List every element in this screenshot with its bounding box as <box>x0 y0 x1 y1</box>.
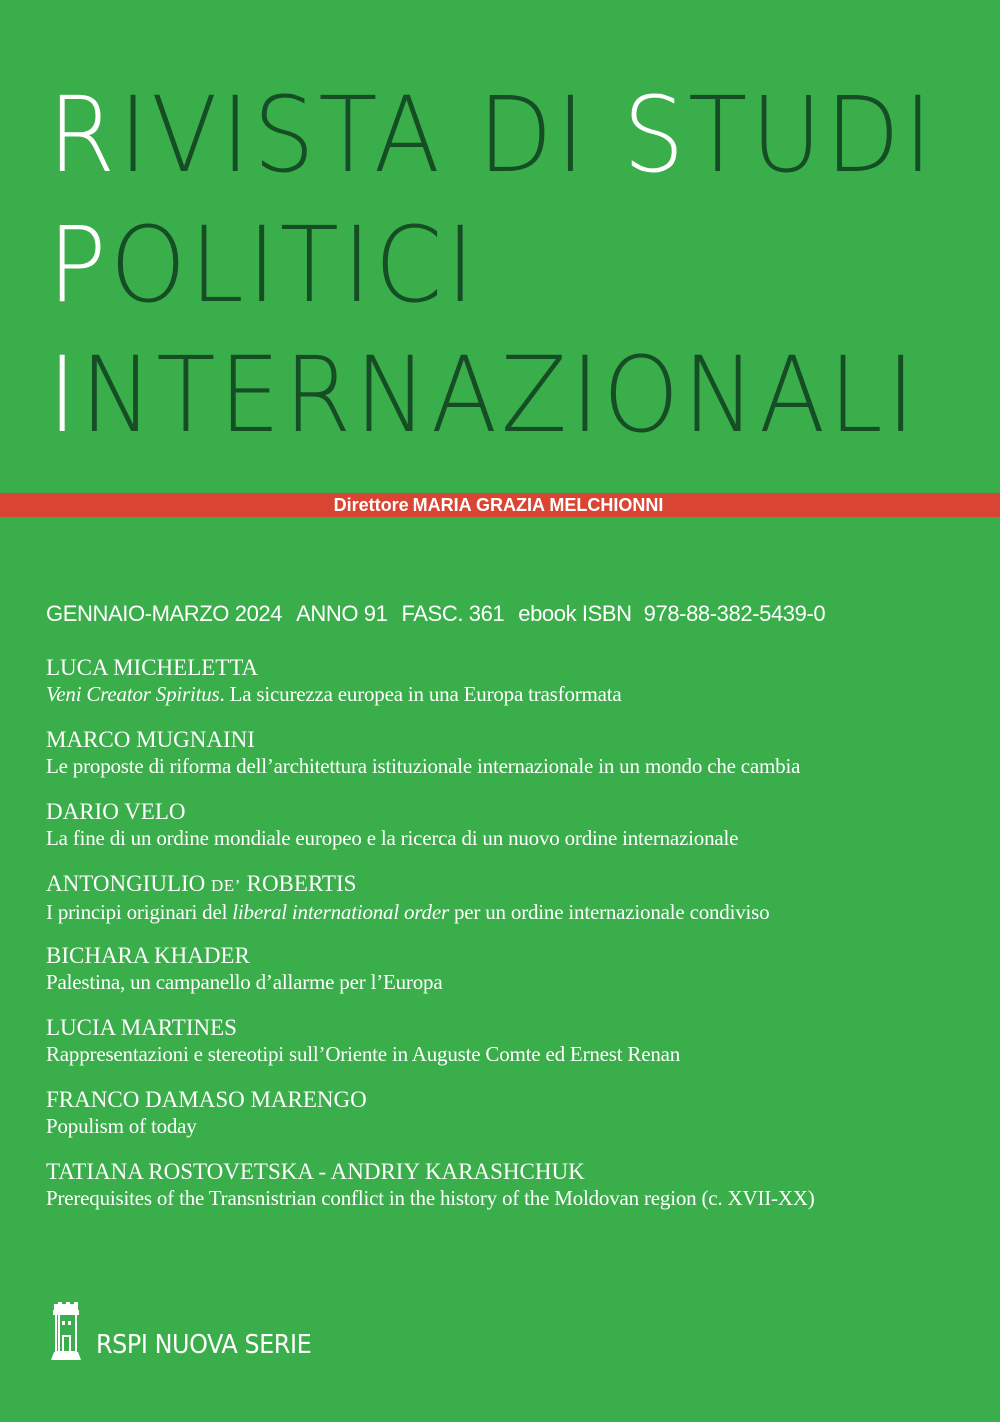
title-initial-i: I <box>48 334 81 456</box>
toc-title-italic: liberal international order <box>232 900 449 924</box>
issue-period: GENNAIO-MARZO 2024 <box>46 601 283 626</box>
issue-info <box>46 600 825 628</box>
toc-author: FRANCO DAMASO MARENGO <box>46 1087 367 1112</box>
table-of-contents <box>46 655 966 1231</box>
toc-author: LUCA MICHELETTA <box>46 655 259 680</box>
toc-author: DARIO VELO <box>46 799 186 824</box>
director-credit <box>334 493 664 517</box>
author-last: ROBERTIS <box>240 871 357 896</box>
toc-entry <box>46 1015 966 1087</box>
toc-title: Prerequisites of the Transnistrian conflict in the history of the Moldovan region (c. XVII-XX) <box>46 1186 815 1210</box>
issue-fascicle: FASC. 361 <box>401 601 505 626</box>
toc-title: Populism of today <box>46 1114 197 1138</box>
toc-entry <box>46 871 966 943</box>
title-text: IVISTA DI <box>118 74 623 196</box>
director-band <box>0 493 1000 517</box>
title-initial-s: S <box>622 74 689 196</box>
toc-author <box>46 871 966 899</box>
series-mark <box>48 1300 330 1362</box>
toc-title: Palestina, un campanello d’allarme per l’Europa <box>46 970 443 994</box>
title-text: OLITICI <box>110 204 479 326</box>
isbn-number: 978-88-382-5439-0 <box>643 601 826 626</box>
toc-title-after: per un ordine internazionale condiviso <box>448 900 770 924</box>
toc-title-rest: . La sicurezza europea in una Europa trasformata <box>219 682 622 706</box>
title-line-3 <box>48 330 919 460</box>
toc-author: BICHARA KHADER <box>46 943 250 968</box>
director-name: MARIA GRAZIA MELCHIONNI <box>412 495 664 515</box>
isbn-label: ebook ISBN <box>518 601 632 626</box>
series-label: RSPI NUOVA SERIE <box>96 1330 312 1360</box>
toc-title-before: I principi originari del <box>46 900 233 924</box>
toc-title: La fine di un ordine mondiale europeo e la ricerca di un nuovo ordine internazionale <box>46 826 739 850</box>
toc-author: LUCIA MARTINES <box>46 1015 237 1040</box>
author-particle: DE’ <box>211 876 241 895</box>
title-text: TUDI <box>688 74 936 196</box>
toc-entry <box>46 1087 966 1159</box>
title-initial-r: R <box>48 74 119 196</box>
tower-icon <box>48 1300 84 1362</box>
toc-entry <box>46 727 966 799</box>
director-label: Direttore <box>333 495 409 515</box>
journal-title <box>48 70 968 460</box>
toc-entry <box>46 655 966 727</box>
toc-title: Le proposte di riforma dell’architettura istituzionale internazionale in un mondo che cambia <box>46 754 801 778</box>
toc-author: MARCO MUGNAINI <box>46 727 255 752</box>
toc-author: TATIANA ROSTOVETSKA - ANDRIY KARASHCHUK <box>46 1159 585 1184</box>
issue-year: ANNO 91 <box>296 601 388 626</box>
author-first: ANTONGIULIO <box>46 871 212 896</box>
title-line-1 <box>48 70 936 200</box>
title-line-2 <box>48 200 904 330</box>
toc-title <box>46 681 966 707</box>
toc-title-italic: Veni Creator Spiritus <box>46 682 220 706</box>
toc-title <box>46 899 966 925</box>
title-initial-p: P <box>48 204 111 326</box>
toc-entry <box>46 799 966 871</box>
title-text: NTERNAZIONALI <box>80 334 919 456</box>
toc-entry <box>46 943 966 1015</box>
toc-entry <box>46 1159 966 1231</box>
toc-title: Rappresentazioni e stereotipi sull’Oriente in Auguste Comte ed Ernest Renan <box>46 1042 681 1066</box>
